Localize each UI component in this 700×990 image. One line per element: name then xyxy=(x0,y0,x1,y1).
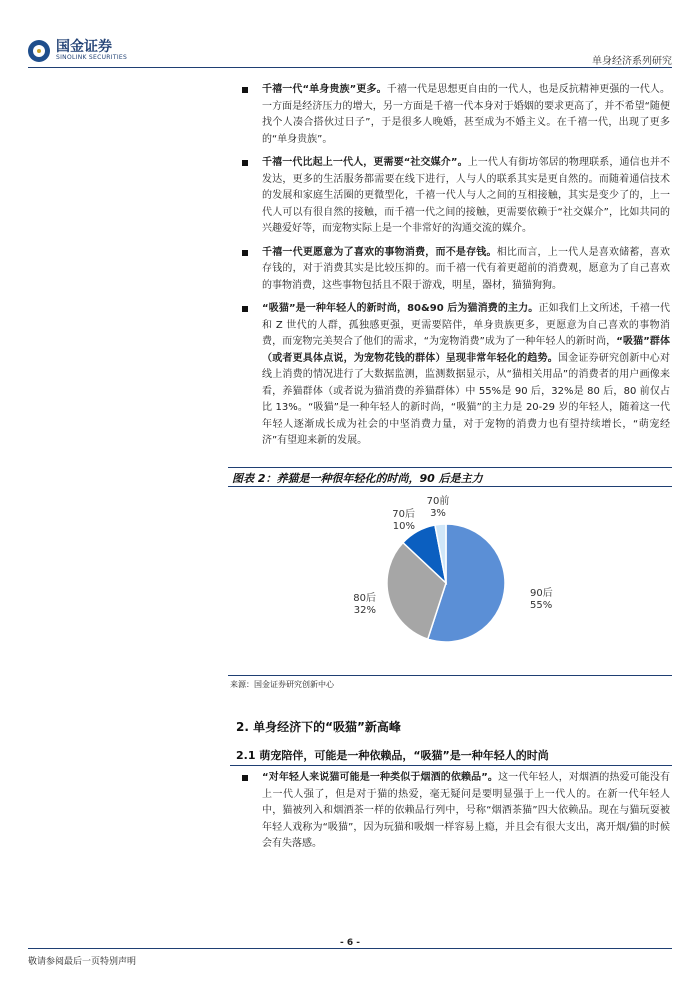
square-bullet-icon xyxy=(242,250,248,256)
bullet-text: 正如我们上文所述，千禧一代和 Z 世代的人群，孤独感更强，更需要陪伴，单身贵族更多，更愿意为自己喜欢的事物消费，而宠物完美契合了他们的需求，“为宠物消费”成为了一种年轻人的新时尚， xyxy=(262,303,670,347)
pie-slice-percent: 10% xyxy=(392,521,415,532)
section-heading: 2. 单身经济下的“吸猫”新高峰 xyxy=(236,720,401,734)
bullet-lead: 千禧一代“单身贵族”更多。 xyxy=(262,84,387,95)
page-number: - 6 - xyxy=(340,938,360,948)
pie-slice-label: 70后 xyxy=(392,509,415,520)
bullet-item xyxy=(240,301,670,450)
bullet-text: 上一代人有街坊邻居的物理联系，通信也并不发达，更多的生活服务都需要在线下进行，人与人的联系其实是更自然的。而随着通信技术的发展和家庭生活圈的更微型化，千禧一代人与人之间的互相接触，其实是变少了的，上一代人可以有很自然的接触，而千禧一代之间的接触，更需要依赖于“社交媒介”，比如共同的兴趣爱好等，而宠物实际上是一个非常好的沟通交流的媒介。 xyxy=(262,157,670,234)
pie-slice-percent: 32% xyxy=(353,605,376,616)
bullet-lead: “吸猫”是一种年轻人的新时尚，80&90 后为猫消费的主力。 xyxy=(262,303,539,314)
pie-slice-percent: 55% xyxy=(530,600,553,611)
bullet-lead: “对年轻人来说猫可能是一种类似于烟酒的依赖品”。 xyxy=(262,772,499,783)
pie-chart-container xyxy=(228,492,672,672)
report-series: 单身经济系列研究 xyxy=(592,56,672,67)
bullet-item xyxy=(240,770,670,853)
pie-chart xyxy=(228,492,672,672)
sinolink-logo xyxy=(28,38,127,64)
subsection-heading: 2.1 萌宠陪伴，可能是一种依赖品，“吸猫”是一种年轻人的时尚 xyxy=(236,749,549,762)
figure-bottom-divider xyxy=(228,675,672,676)
bullet-lead: 千禧一代比起上一代人，更需要“社交媒介”。 xyxy=(262,157,468,168)
pie-slice-percent: 3% xyxy=(430,508,446,519)
figure-title-bar xyxy=(228,467,672,487)
square-bullet-icon xyxy=(242,306,248,312)
pie-slice-label: 70前 xyxy=(426,496,450,507)
bullet-text-continued: 国金证券研究创新中心对线上消费的情况进行了大数据监测，监测数据显示，从“猫相关用品”的消费者的用户画像来看，养猫群体（或者说为猫消费的养猫群体）中 55%是 90 后，32%是 80 后，80 前仅占比 13%。“吸猫”是一种年轻人的新时尚，“吸猫”的主力是 20-29 岁的年轻人，随着这一代年轻人逐渐成长成为社会的中坚消费力量，对于宠物的消费力也有望持续增长，“萌宠经济”有望迎来新的发展。 xyxy=(262,352,671,446)
sinolink-logo-icon xyxy=(28,40,50,62)
pie-slice-label: 90后 xyxy=(530,588,553,599)
bullet-item xyxy=(240,245,670,295)
subsection-divider xyxy=(230,765,672,766)
bullet-text: 千禧一代是思想更自由的一代人，也是反抗精神更强的一代人。一方面是经济压力的增大，另一方面是千禧一代本身对于婚姻的要求更高了，并不希望“随便找个人凑合搭伙过日子”，于是很多人晚婚，甚至成为不婚主义。在千禧一代，出现了更多的“单身贵族”。 xyxy=(262,84,670,145)
pie-slice-label: 80后 xyxy=(353,593,376,604)
square-bullet-icon xyxy=(242,775,248,781)
square-bullet-icon xyxy=(242,87,248,93)
square-bullet-icon xyxy=(242,160,248,166)
figure-source: 来源：国金证券研究创新中心 xyxy=(230,680,334,689)
bullet-text: 这一代年轻人，对烟酒的热爱可能没有上一代人强了，但是对于猫的热爱，毫无疑问是要明显强于上一代人的。在新一代年轻人中，猫被列入和烟酒茶一样的依赖品行列中，号称“烟酒茶猫”四大依赖品。现在与猫玩耍被年轻人戏称为“吸猫”，因为玩猫和吸烟一样容易上瘾，并且会有很大支出，离开烟/猫的时候会有失落感。 xyxy=(262,772,670,849)
brand-name-en: SINOLINK SECURITIES xyxy=(56,54,128,61)
bullet-item xyxy=(240,155,670,238)
brand-name-cn: 国金证券 xyxy=(56,39,112,55)
figure-title: 图表 2：养猫是一种很年轻化的时尚，90 后是主力 xyxy=(232,472,483,485)
bullet-list xyxy=(240,82,670,457)
section-bullet-list xyxy=(240,770,670,860)
footer-divider xyxy=(28,948,672,949)
page-header xyxy=(28,38,672,68)
header-divider xyxy=(28,67,672,68)
bullet-item xyxy=(240,82,670,148)
bullet-lead: 千禧一代更愿意为了喜欢的事物消费，而不是存钱。 xyxy=(262,246,497,258)
bullet-emphasis: “吸猫”群体（或者更具体点说，为宠物花钱的群体）呈现非常年轻化的趋势。 xyxy=(262,336,670,364)
bullet-text: 相比而言，上一代人是喜欢储蓄，喜欢存钱的，对于消费其实是比较压抑的。而千禧一代有着更超前的消费观，愿意为了自己喜欢的事物消费，这些事物包括且不限于游戏，明星，器材，猫猫狗狗。 xyxy=(262,246,671,291)
footer-disclaimer: 敬请参阅最后一页特别声明 xyxy=(28,957,137,967)
